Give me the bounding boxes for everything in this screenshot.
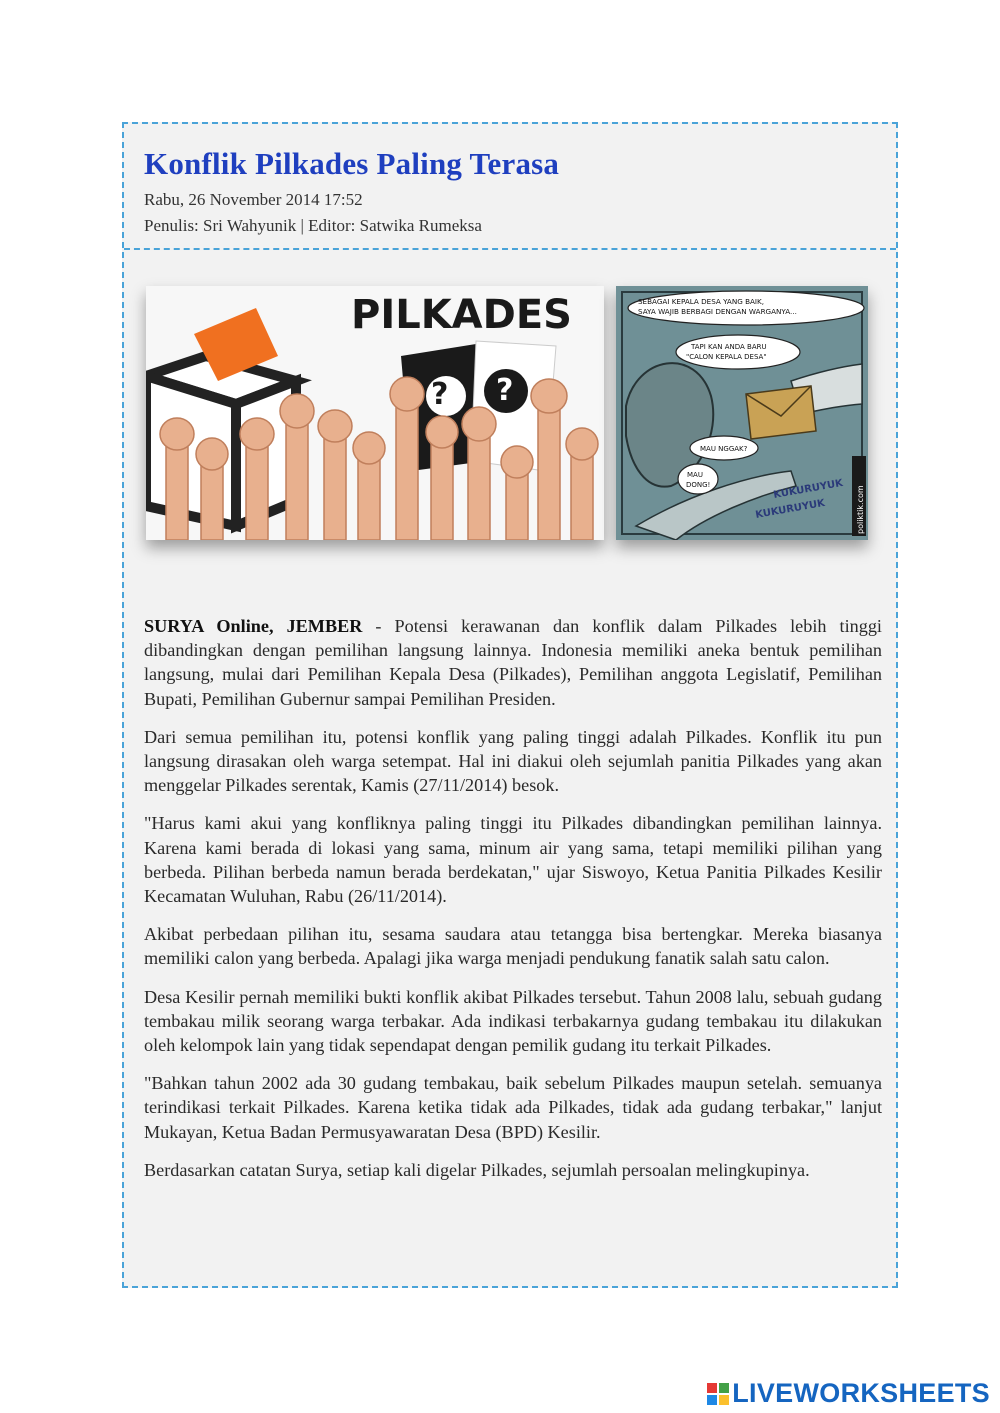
comic-illustration bbox=[616, 286, 868, 540]
article-card bbox=[122, 122, 898, 1288]
comic-bubble3: MAU NGGAK? bbox=[700, 445, 748, 453]
liveworksheets-logo-icon bbox=[707, 1383, 729, 1405]
paragraph-2: Dari semua pemilihan itu, potensi konflik yang paling tinggi adalah Pilkades. Konflik itu pun langsung dirasakan oleh warga setempat. Hal ini diakui oleh sejumlah panitia Pilkades yang akan menggelar Pilkades serentak, Kamis (27/11/2014) besok. bbox=[144, 726, 882, 796]
liveworksheets-wordmark: LIVEWORKSHEETS bbox=[732, 1378, 990, 1408]
paragraph-5: Desa Kesilir pernah memiliki bukti konflik akibat Pilkades tersebut. Tahun 2008 lalu, sebuah gudang tembakau milik seorang warga terbakar. Ada indikasi terbakarnya gudang tembakau itu dilakukan oleh kelompok lain yang tidak sependapat dengan pemilik gudang itu terkait Pilkades. bbox=[144, 986, 882, 1056]
paragraph-1-text: - Potensi kerawanan dan konflik dalam Pilkades lebih tinggi dibandingkan dengan pemilihan langsung lainnya. Indonesia memiliki aneka bentuk pemilihan langsung, mulai dari Pemilihan Kepala Desa (Pilkades), Pemilihan anggota Legislatif, Pemilihan Bupati, Pemilihan Gubernur sampai Pemilihan Presiden. bbox=[144, 616, 882, 709]
comic-bubble4-line2: DONG! bbox=[686, 481, 711, 489]
article-byline: Penulis: Sri Wahyunik | Editor: Satwika Rumeksa bbox=[144, 216, 482, 235]
paragraph-1 bbox=[144, 614, 882, 711]
comic-bubble4-line1: MAU bbox=[687, 471, 703, 479]
paragraph-7: Berdasarkan catatan Surya, setiap kali digelar Pilkades, sejumlah persoalan melingkupinya. bbox=[144, 1159, 810, 1180]
dateline: SURYA Online, JEMBER bbox=[144, 616, 363, 636]
liveworksheets-brand[interactable] bbox=[707, 1378, 990, 1409]
paragraph-6: "Bahkan tahun 2002 ada 30 gudang tembakau, baik sebelum Pilkades maupun setelah. semuanya terindikasi terkait Pilkades. Karena ketika tidak ada Pilkades, tidak ada gudang terbakar," lanjut Mukayan, Ketua Badan Permusyawaratan Desa (BPD) Kesilir. bbox=[144, 1073, 882, 1142]
comic-bubble2-line1: TAPI KAN ANDA BARU bbox=[691, 343, 767, 351]
article-header bbox=[124, 124, 896, 250]
comic-credit: poliktik.com bbox=[856, 485, 865, 534]
comic-bubble2-line2: "CALON KEPALA DESA" bbox=[686, 353, 767, 361]
comic-sound1: KUKURUYUK bbox=[772, 477, 844, 501]
article-body bbox=[144, 614, 882, 1196]
paragraph-3: "Harus kami akui yang konfliknya paling tinggi itu Pilkades dibandingkan pemilihan lainnya. Karena kami berada di lokasi yang sama, minum air yang sama, tetapi memiliki pilihan yang berbeda. Pilihan berbeda namun berada berdekatan," ujar Siswoyo, Ketua Panitia Pilkades Kesilir Kecamatan Wuluhan, Rabu (26/11/2014). bbox=[144, 813, 882, 907]
paragraph-4: Akibat perbedaan pilihan itu, sesama saudara atau tetangga bisa bertengkar. Mereka biasanya memiliki calon yang berbeda. Apalagi jika warga menjadi pendukung fanatik salah satu calon. bbox=[144, 924, 882, 969]
article-date: Rabu, 26 November 2014 17:52 bbox=[144, 190, 363, 209]
svg-text:?: ? bbox=[431, 377, 449, 412]
comic-graphic bbox=[616, 286, 868, 540]
article-title: Konflik Pilkades Paling Terasa bbox=[144, 146, 560, 181]
svg-text:?: ? bbox=[496, 373, 514, 408]
comic-bubble1-line2: SAYA WAJIB BERBAGI DENGAN WARGANYA... bbox=[638, 307, 797, 316]
comic-sound2: KUKURUYUK bbox=[754, 497, 826, 521]
pilkades-illustration-graphic bbox=[146, 286, 604, 540]
pilkades-banner-text: PILKADES bbox=[351, 292, 572, 338]
comic-bubble1-line1: SEBAGAI KEPALA DESA YANG BAIK, bbox=[638, 297, 765, 306]
pilkades-illustration bbox=[146, 286, 604, 540]
